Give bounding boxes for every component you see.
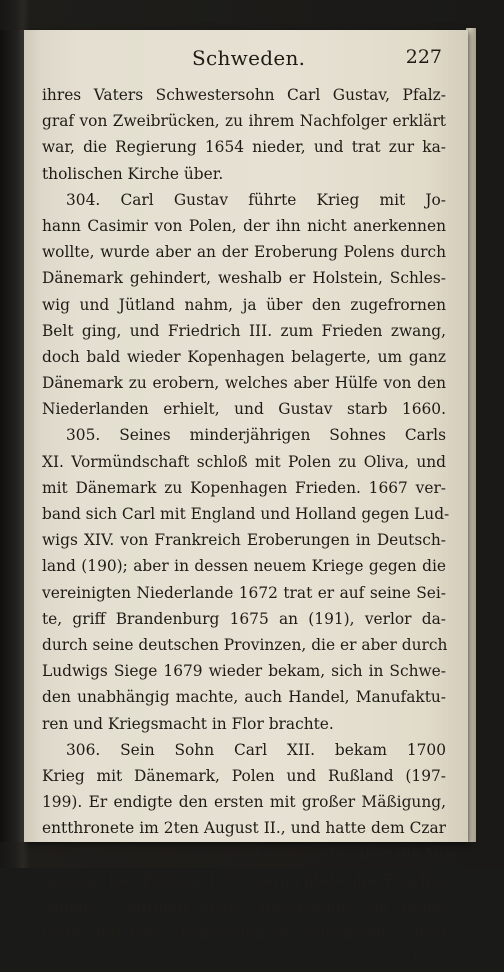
text-line: Niederlanden erhielt, und Gustav starb 1660. [42, 400, 446, 419]
text-line: band sich Carl mit England und Holland gegen Lud- [42, 505, 450, 523]
page-header [42, 42, 446, 74]
text-line: entthronete im 2ten August II., und hatte dem Czar [42, 819, 446, 838]
text-line: wig und Jütland nahm, ja über den zugefrornen [42, 295, 446, 314]
book-spine [0, 30, 24, 842]
paragraph-start-306: 306. Sein Sohn Carl XII. bekam 1700 [66, 740, 446, 759]
text-line: wigs XIV. von Frankreich Eroberungen in Deutsch- [42, 531, 446, 550]
text-line: Belt ging, und Friedrich III. zum Frieden zwang, [42, 321, 446, 340]
page-number: 227 [405, 46, 442, 68]
text-line: Ludwigs Siege 1679 wieder bekam, sich in Schwe- [42, 662, 446, 681]
text-line: doch bald wieder Kopenhagen belagerte, um ganz [42, 347, 446, 366]
text-line: ren und Kriegsmacht in Flor brachte. [42, 714, 334, 733]
text-line: war, die Regierung 1654 nieder, und trat zur ka- [42, 138, 446, 157]
paragraph-start-304: 304. Carl Gustav führte Krieg mit Jo- [66, 190, 446, 209]
catchword: kam [412, 950, 446, 969]
text-line: tholischen Kirche über. [42, 164, 224, 183]
text-line: Peter ein gleiches Schicksal zugedacht; aber die Nie- [42, 845, 458, 864]
text-line: hann Casimir von Polen, der ihn nicht anerkennen [42, 216, 446, 235]
text-line: Dänemark zu erobern, welches aber Hülfe von den [42, 374, 446, 393]
text-line: graf von Zweibrücken, zu ihrem Nachfolger erklärt [42, 112, 446, 131]
text-line: durch seine deutschen Provinzen, die er aber durch [42, 635, 448, 654]
text-line: XI. Vormündschaft schloß mit Polen zu Oliva, und [42, 452, 446, 471]
text-line: te, griff Brandenburg 1675 an (191), verlor da- [42, 609, 446, 628]
text-line: den unabhängig machte, auch Handel, Manufaktu- [42, 688, 446, 707]
text-line: ihres Vaters Schwestersohn Carl Gustav, Pfalz- [42, 86, 446, 104]
text-line: land (190); aber in dessen neuem Kriege gegen die [42, 557, 446, 576]
paragraph-start-305: 305. Seines minderjährigen Sohnes Carls [66, 426, 446, 445]
text-line: mark und Polen bekriegten ihn von neuem, dazu [42, 924, 446, 942]
text-line: seiner 9 jährigen Siege. Die Könige von Däne- [42, 897, 446, 916]
text-line: wollte, wurde aber an der Eroberung Polens durch [42, 243, 446, 262]
text-line: vereinigten Niederlande 1672 trat er auf seine Sei- [42, 583, 446, 602]
text-line: 199). Er endigte den ersten mit großer Mäßigung, [42, 793, 446, 812]
body-text [42, 82, 458, 972]
running-title: Schweden. [192, 46, 306, 70]
text-line: Krieg mit Dänemark, Polen und Rußland (197- [42, 766, 446, 785]
text-line: derlage bei Pultava 1709 vernichtete die Früchte [42, 871, 446, 890]
text-line: mit Dänemark zu Kopenhagen Frieden. 1667 ver- [42, 478, 446, 497]
text-line: Dänemark gehindert, weshalb er Holstein, Schles- [42, 269, 446, 288]
